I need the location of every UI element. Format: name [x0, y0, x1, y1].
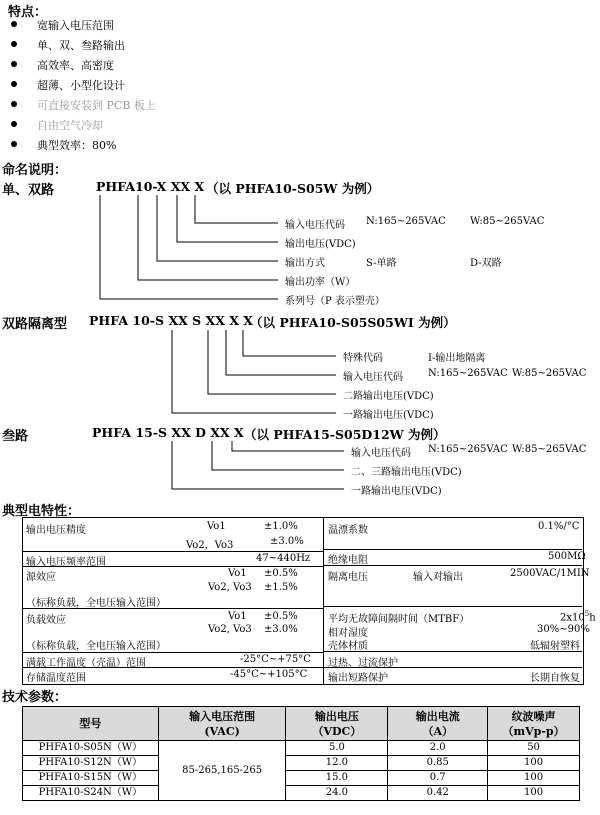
naming-line-value: W:85~265VAC [470, 216, 545, 227]
naming-triple-label: 叁路 [2, 429, 29, 444]
electrical-title: 典型电特性： [2, 504, 81, 519]
op-temp-label: 满载工作温度（壳温）范围 [26, 658, 146, 669]
naming-single-code: 10-X XX X [135, 179, 205, 194]
tech-header-cell [23, 707, 159, 741]
tech-header-line: 输入电压范围 [189, 709, 256, 723]
isolation-label: 隔离电压 [328, 572, 368, 583]
naming-line-label: 输入电压代码 [343, 372, 403, 383]
vout-cell: 24.0 [286, 786, 388, 801]
short-label: 输出短路保护 [328, 673, 388, 684]
voltage-accuracy-label: 输出电压精度 [26, 525, 86, 536]
model-cell: PHFA10-S05N（W） [23, 741, 159, 756]
model-cell: PHFA10-S12N（W） [23, 756, 159, 771]
tech-header-line: 纹波噪声 [511, 709, 556, 723]
tech-header-unit: （A） [422, 724, 453, 738]
naming-line-label: 二、三路输出电压(VDC) [351, 467, 462, 478]
ripple-cell: 50 [488, 741, 580, 756]
naming-isolated-code: PHFA 10-S XX S XX X X [89, 313, 253, 328]
naming-line-value: N:165~265VAC [428, 444, 508, 455]
table-row [23, 756, 580, 771]
naming-line-label: 输出方式 [285, 258, 325, 269]
model-cell: PHFA10-S15N（W） [23, 771, 159, 786]
tech-header-cell [388, 707, 488, 741]
case-label: 壳体材质 [328, 641, 368, 652]
naming-single-label: 单、双路 [2, 183, 55, 198]
naming-line-value: I-输出地隔离 [428, 353, 486, 364]
feature-item: 超薄、小型化设计 [37, 79, 125, 92]
naming-line-label: 输入电压代码 [351, 448, 411, 459]
naming-line-label: 二路输出电压(VDC) [343, 391, 434, 402]
naming-line-label: 一路输出电压(VDC) [343, 410, 434, 421]
tech-header-cell [488, 707, 580, 741]
feature-item: 高效率、高密度 [37, 59, 114, 72]
tech-header-line: 型号 [79, 717, 102, 730]
humidity-label: 相对湿度 [328, 628, 368, 639]
naming-title: 命名说明： [2, 163, 68, 178]
load-effect-label: 负载效应 [26, 615, 66, 626]
iout-cell: 2.0 [388, 741, 488, 756]
ovp-label: 过热、过流保护 [328, 658, 398, 669]
naming-single-prefix: PHFA [96, 179, 136, 194]
vout-cell: 15.0 [286, 771, 388, 786]
naming-line-label: 输出电压(VDC) [285, 239, 356, 250]
mtbf-label: 平均无故障间隔时间（MTBF） [328, 614, 470, 625]
tech-header-unit: （mVp-p） [502, 724, 565, 738]
vout-cell: 5.0 [286, 741, 388, 756]
naming-line-value: S-单路 [366, 258, 397, 269]
input-range-cell: 85-265,165-265 [158, 741, 286, 801]
tech-title: 技术参数： [2, 690, 68, 705]
naming-isolated-label: 双路隔离型 [2, 317, 68, 332]
naming-line-label: 一路输出电压(VDC) [351, 486, 442, 497]
model-cell: PHFA10-S24N（W） [23, 786, 159, 801]
naming-triple-example: （以 PHFA15-S05D12W 为例） [244, 427, 446, 442]
table-row [23, 771, 580, 786]
tech-header-cell [286, 707, 388, 741]
feature-item: 单、双、叁路输出 [37, 39, 125, 52]
naming-line-label: 输入电压代码 [285, 220, 345, 231]
insulation-label: 绝缘电阻 [328, 555, 368, 566]
feature-item: 宽输入电压范围 [37, 19, 114, 32]
naming-single-example: （以 PHFA10-S05W 为例） [206, 181, 380, 196]
iout-cell: 0.85 [388, 756, 488, 771]
feature-item: 自由空气冷却 [37, 119, 103, 132]
tech-header-unit: (VAC) [204, 724, 240, 738]
naming-line-value: D-双路 [470, 258, 502, 269]
ripple-cell: 100 [488, 786, 580, 801]
naming-line-value: N:165~265VAC [428, 368, 508, 379]
temp-coef-label: 温漂系数 [328, 525, 368, 536]
tech-header-line: 输出电流 [415, 709, 460, 723]
naming-line-label: 输出功率（W） [285, 277, 356, 288]
feature-item: 典型效率：80% [37, 139, 117, 152]
iout-cell: 0.7 [388, 771, 488, 786]
source-effect-label: 源效应 [26, 572, 56, 583]
vout-cell: 12.0 [286, 756, 388, 771]
features-title: 特点： [8, 5, 48, 20]
iout-cell: 0.42 [388, 786, 488, 801]
naming-line-label: 系列号（P 表示塑壳） [285, 296, 385, 307]
naming-line-value: W:85~265VAC [512, 444, 587, 455]
tech-header-cell [158, 707, 286, 741]
naming-line-value: W:85~265VAC [512, 368, 587, 379]
storage-temp-label: 存储温度范围 [26, 673, 86, 684]
naming-isolated-example: （以 PHFA10-S05S05WI 为例） [250, 315, 456, 330]
table-row [23, 786, 580, 801]
freq-label: 输入电压频率范围 [26, 557, 106, 568]
feature-item: 可直接安装到 PCB 板上 [37, 99, 156, 112]
naming-line-label: 特殊代码 [343, 353, 383, 364]
tech-header-line: 输出电压 [314, 709, 359, 723]
tech-table [22, 706, 580, 801]
tech-header-unit: （VDC） [312, 724, 362, 738]
naming-line-value: N:165~265VAC [366, 216, 446, 227]
ripple-cell: 100 [488, 771, 580, 786]
naming-triple-code: PHFA 15-S XX D XX X [92, 425, 244, 440]
table-row [23, 741, 580, 756]
ripple-cell: 100 [488, 756, 580, 771]
